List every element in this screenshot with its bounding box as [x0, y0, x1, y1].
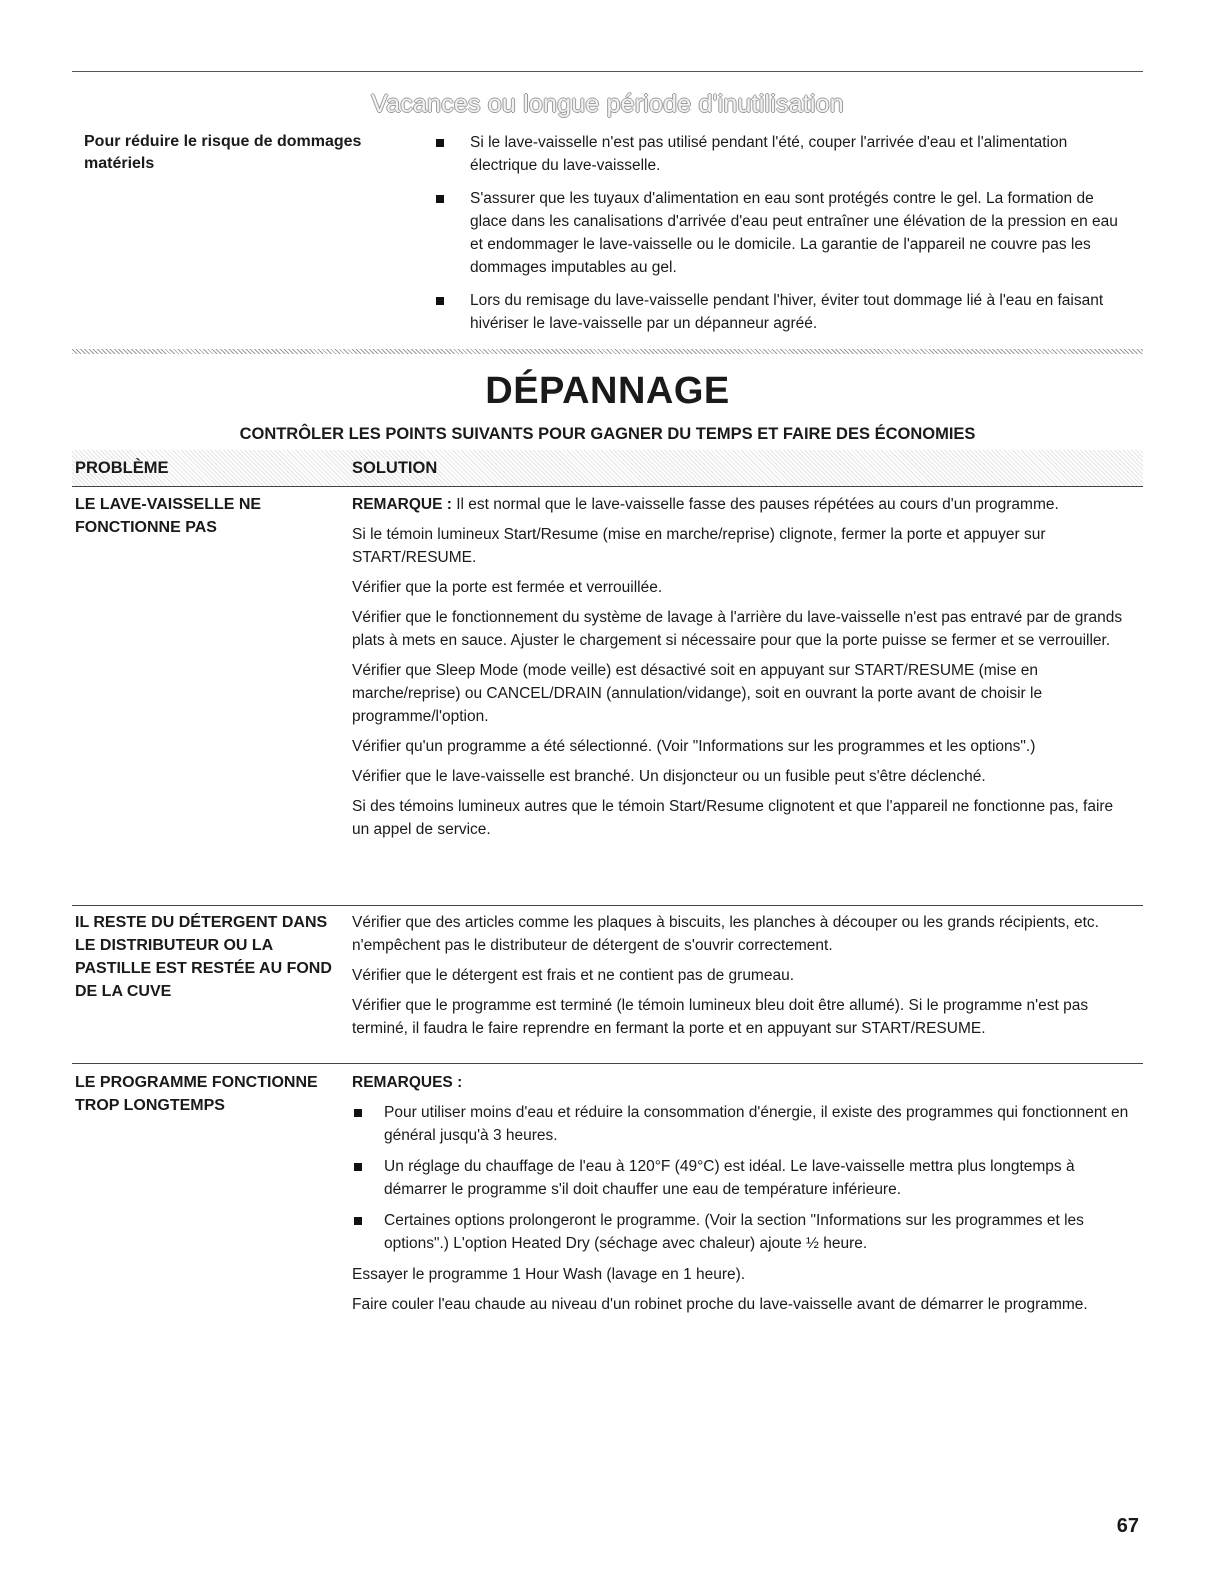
remarks-label: REMARQUES : [352, 1074, 463, 1091]
square-bullet-icon [354, 1163, 362, 1171]
remark-bullet: Un réglage du chauffage de l'eau à 120°F (49°C) est idéal. Le lave-vaisselle mettra plus longtemps à démarrer le programme s'il doit chauffer une eau de température inférieure. [352, 1155, 1132, 1201]
solution-item: Vérifier que le lave-vaisselle est branché. Un disjoncteur ou un fusible peut s'être déclenché. [352, 768, 986, 785]
hatched-divider [72, 349, 1143, 354]
remark-bullet: Pour utiliser moins d'eau et réduire la consommation d'énergie, il existe des programmes qui fonctionnent en général jusqu'à 3 heures. [352, 1101, 1132, 1147]
solution-item: Vérifier que la porte est fermée et verrouillée. [352, 579, 663, 596]
table-header [72, 450, 1143, 487]
problem-label: IL RESTE DU DÉTERGENT DANS LE DISTRIBUTEUR OU LA PASTILLE EST RESTÉE AU FOND DE LA CUVE [75, 914, 332, 1000]
solution-item: Vérifier que le programme est terminé (le témoin lumineux bleu doit être allumé). Si le programme n'est pas terminé, il faudra le faire reprendre en fermant la porte et en appuyant sur START/RESUME. [352, 997, 1089, 1037]
vacation-bullet: Lors du remisage du lave-vaisselle pendant l'hiver, éviter tout dommage lié à l'eau en faisant hivériser le lave-vaisselle par un dépanneur agréé. [430, 289, 1130, 335]
solution-item: Essayer le programme 1 Hour Wash (lavage en 1 heure). [352, 1266, 746, 1283]
column-header-problem: PROBLÈME [75, 459, 169, 477]
square-bullet-icon [354, 1217, 362, 1225]
solution-item: Vérifier que Sleep Mode (mode veille) est désactivé soit en appuyant sur START/RESUME (mise en marche/reprise) ou CANCEL/DRAIN (annulation/vidange), soit en ouvrant la porte avant de choisir le programme/l'option. [352, 662, 1043, 725]
square-bullet-icon [436, 297, 444, 305]
solution-item: Si le témoin lumineux Start/Resume (mise en marche/reprise) clignote, fermer la porte et appuyer sur START/RESUME. [352, 526, 1046, 566]
square-bullet-icon [436, 195, 444, 203]
solution-cell [352, 1071, 1132, 1323]
solution-item: Vérifier que des articles comme les plaques à biscuits, les planches à découper ou les grands récipients, etc. n'empêchent pas le distributeur de détergent de s'ouvrir correctement. [352, 914, 1099, 954]
problem-label: LE LAVE-VAISSELLE NE FONCTIONNE PAS [75, 496, 262, 536]
solution-item: Vérifier que le détergent est frais et ne contient pas de grumeau. [352, 967, 795, 984]
solution-cell [352, 911, 1132, 1047]
problem-label: LE PROGRAMME FONCTIONNE TROP LONGTEMPS [75, 1074, 318, 1114]
square-bullet-icon [354, 1109, 362, 1117]
section-label: Pour réduire le risque de dommages matériels [84, 133, 362, 172]
vacation-bullet: Si le lave-vaisselle n'est pas utilisé pendant l'été, couper l'arrivée d'eau et l'alimentation électrique du lave-vaisselle. [430, 131, 1130, 177]
remark-bullet: Certaines options prolongeront le programme. (Voir la section "Informations sur les programmes et les options".) L'option Heated Dry (séchage avec chaleur) ajoute ½ heure. [352, 1209, 1132, 1255]
remarks-bullet-list [352, 1101, 1132, 1255]
page-title: DÉPANNAGE [485, 370, 730, 412]
row-divider [72, 1063, 1143, 1064]
remark: REMARQUE : Il est normal que le lave-vaisselle fasse des pauses répétées au cours d'un programme. [352, 496, 1059, 513]
page-number: 67 [1116, 1515, 1139, 1537]
square-bullet-icon [436, 139, 444, 147]
solution-item: Faire couler l'eau chaude au niveau d'un robinet proche du lave-vaisselle avant de démarrer le programme. [352, 1296, 1088, 1313]
solution-item: Vérifier qu'un programme a été sélectionné. (Voir "Informations sur les programmes et les options".) [352, 738, 1036, 755]
solution-item: Vérifier que le fonctionnement du système de lavage à l'arrière du lave-vaisselle n'est pas entravé par de grands plats à mets en sauce. Ajuster le chargement si nécessaire pour que la porte puisse se fermer et se verrouiller. [352, 609, 1123, 649]
row-divider [72, 905, 1143, 906]
page-subtitle: CONTRÔLER LES POINTS SUIVANTS POUR GAGNER DU TEMPS ET FAIRE DES ÉCONOMIES [239, 425, 976, 443]
solution-item: Si des témoins lumineux autres que le témoin Start/Resume clignotent et que l'appareil ne fonctionne pas, faire un appel de service. [352, 798, 1114, 838]
vacation-bullet-list [430, 131, 1130, 345]
vacation-bullet: S'assurer que les tuyaux d'alimentation en eau sont protégés contre le gel. La formation de glace dans les canalisations d'arrivée d'eau peut entraîner une élévation de la pression en eau et endommager le lave-vaisselle ou le domicile. La garantie de l'appareil ne couvre pas les dommages imputables au gel. [430, 187, 1130, 279]
section-title: Vacances ou longue période d'inutilisation [371, 90, 844, 118]
top-rule [72, 71, 1143, 72]
column-header-solution: SOLUTION [352, 459, 438, 477]
solution-cell [352, 493, 1132, 848]
